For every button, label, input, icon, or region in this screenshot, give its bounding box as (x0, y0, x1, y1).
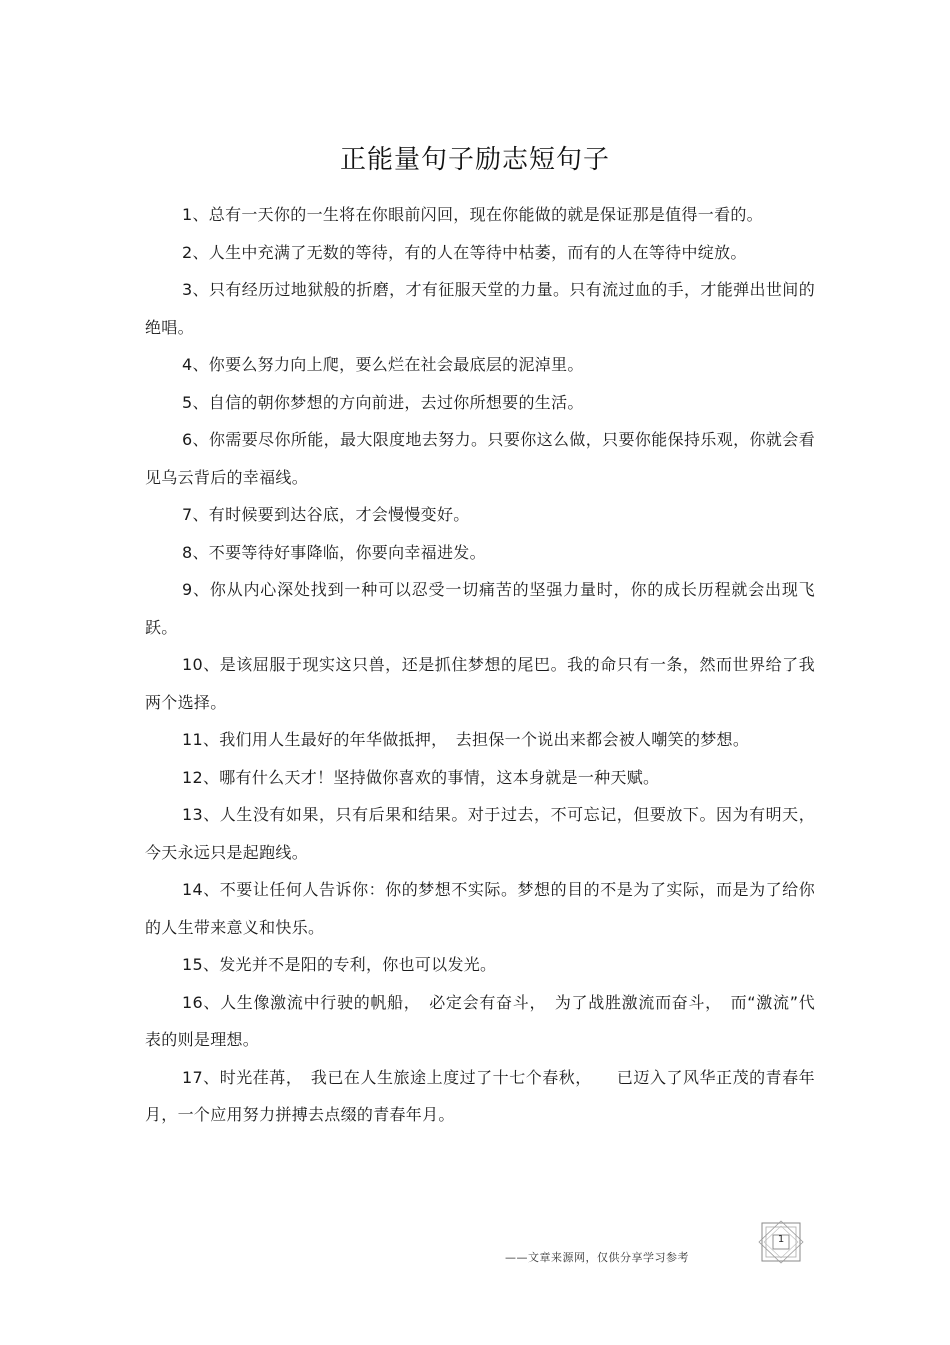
paragraph: 9、你从内心深处找到一种可以忍受一切痛苦的坚强力量时，你的成长历程就会出现飞跃。 (145, 580, 815, 637)
paragraph: 16、人生像激流中行驶的帆船， 必定会有奋斗， 为了战胜激流而奋斗， 而“激流”代表的则是理想。 (145, 992, 815, 1049)
paragraph: 4、你要么努力向上爬，要么烂在社会最底层的泥淖里。 (182, 355, 584, 374)
page-number: 1 (777, 1234, 785, 1245)
paragraph: 1、总有一天你的一生将在你眼前闪回，现在你能做的就是保证那是值得一看的。 (182, 205, 763, 224)
paragraph: 3、只有经历过地狱般的折磨，才有征服天堂的力量。只有流过血的手，才能弹出世间的绝唱。 (145, 280, 815, 337)
paragraph: 6、你需要尽你所能，最大限度地去努力。只要你这么做，只要你能保持乐观，你就会看见乌云背后的幸福线。 (145, 430, 815, 487)
paragraph: 11、我们用人生最好的年华做抵押， 去担保一个说出来都会被人嘲笑的梦想。 (182, 730, 750, 749)
paragraph: 13、人生没有如果，只有后果和结果。对于过去，不可忘记，但要放下。因为有明天，今天永远只是起跑线。 (145, 805, 815, 862)
paragraph: 15、发光并不是阳的专利，你也可以发光。 (182, 955, 497, 974)
document-body (145, 196, 815, 1134)
paragraph: 7、有时候要到达谷底，才会慢慢变好。 (182, 505, 470, 524)
paragraph: 12、哪有什么天才！坚持做你喜欢的事情，这本身就是一种天赋。 (182, 767, 660, 787)
paragraph: 10、是该屈服于现实这只兽，还是抓住梦想的尾巴。我的命只有一条，然而世界给了我两个选择。 (145, 655, 815, 712)
paragraph: 2、人生中充满了无数的等待，有的人在等待中枯萎，而有的人在等待中绽放。 (182, 242, 747, 262)
paragraph: 17、时光荏苒， 我已在人生旅途上度过了十七个春秋， 已迈入了风华正茂的青春年月，一个应用努力拼搏去点缀的青春年月。 (145, 1067, 815, 1124)
paragraph: 8、不要等待好事降临，你要向幸福进发。 (182, 542, 486, 562)
paragraph: 14、不要让任何人告诉你：你的梦想不实际。梦想的目的不是为了实际，而是为了给你的人生带来意义和快乐。 (145, 880, 815, 937)
source-note: ——文章来源网，仅供分享学习参考 (505, 1251, 689, 1264)
paragraph: 5、自信的朝你梦想的方向前进，去过你所想要的生活。 (182, 392, 584, 412)
page-number-badge (757, 1220, 805, 1264)
document-title: 正能量句子励志短句子 (339, 145, 610, 175)
